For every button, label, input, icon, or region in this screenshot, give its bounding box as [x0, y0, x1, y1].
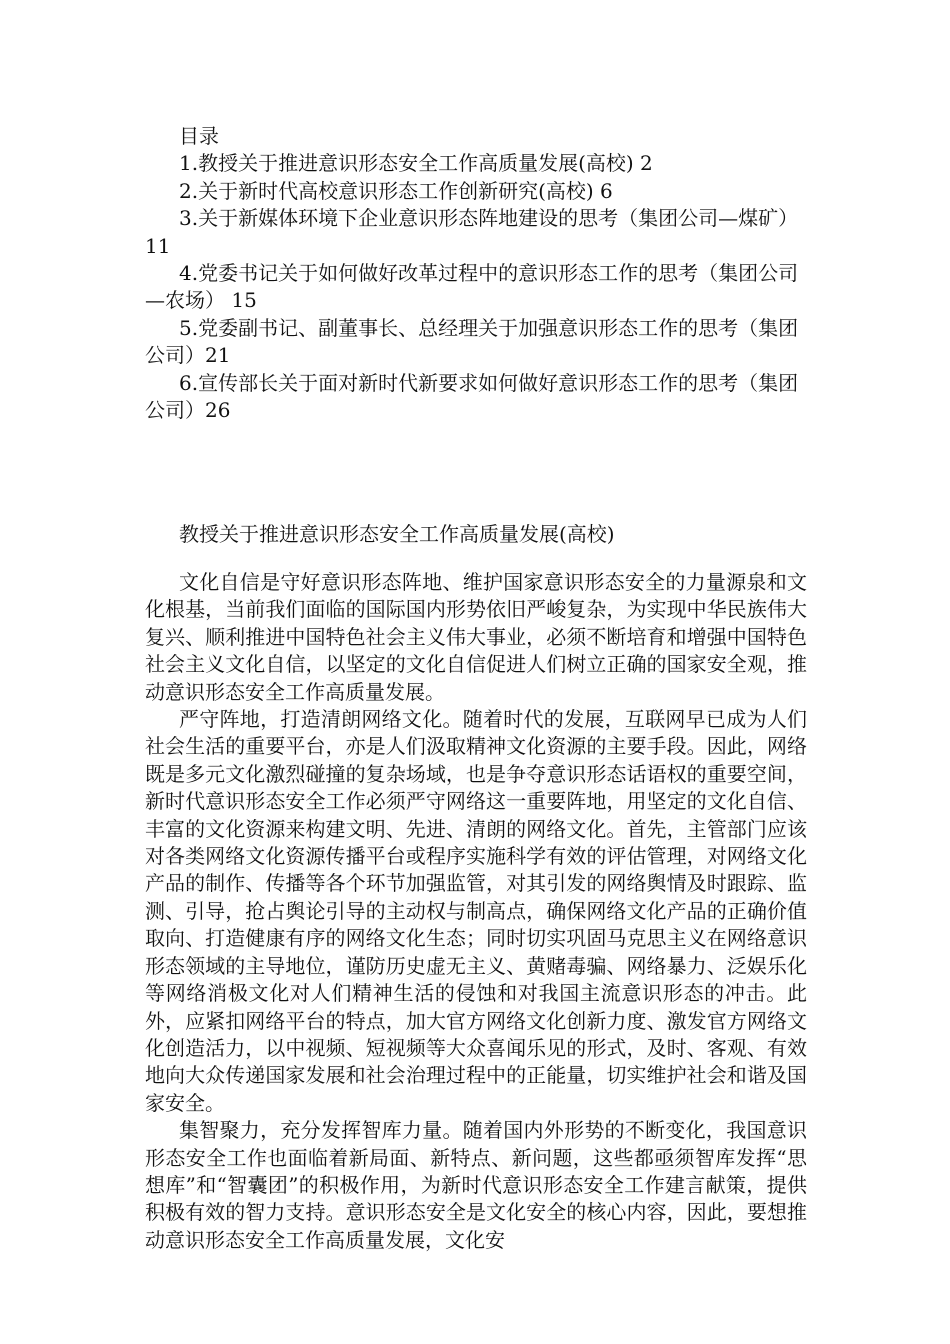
toc-title: 目录 [179, 124, 219, 148]
article-body [145, 569, 807, 1254]
table-of-contents [145, 123, 807, 424]
toc-item-4: 4.党委书记关于如何做好改革过程中的意识形态工作的思考（集团公司—农场） 15 [145, 261, 799, 313]
toc-item-2: 2.关于新时代高校意识形态工作创新研究(高校) 6 [179, 178, 613, 203]
toc-item-1: 1.教授关于推进意识形态安全工作高质量发展(高校) 2 [179, 151, 653, 176]
paragraph-1: 文化自信是守好意识形态阵地、维护国家意识形态安全的力量源泉和文化根基，当前我们面临的国际国内形势依旧严峻复杂，为实现中华民族伟大复兴、顺利推进中国特色社会主义伟大事业，必须不断培育和增强中国特色社会主义文化自信，以坚定的文化自信促进人们树立正确的国家安全观，推动意识形态安全工作高质量发展。 [145, 570, 807, 704]
paragraph-2: 严守阵地，打造清朗网络文化。随着时代的发展，互联网早已成为人们社会生活的重要平台，亦是人们汲取精神文化资源的主要手段。因此，网络既是多元文化激烈碰撞的复杂场域，也是争夺意识形态话语权的重要空间，新时代意识形态安全工作必须严守网络这一重要阵地，用坚定的文化自信、丰富的文化资源来构建文明、先进、清朗的网络文化。首先，主管部门应该对各类网络文化资源传播平台或程序实施科学有效的评估管理，对网络文化产品的制作、传播等各个环节加强监管，对其引发的网络舆情及时跟踪、监测、引导，抢占舆论引导的主动权与制高点，确保网络文化产品的正确价值取向、打造健康有序的网络文化生态；同时切实巩固马克思主义在网络意识形态领域的主导地位，谨防历史虚无主义、黄赌毒骗、网络暴力、泛娱乐化等网络消极文化对人们精神生活的侵蚀和对我国主流意识形态的冲击。此外，应紧扣网络平台的特点，加大官方网络文化创新力度、激发官方网络文化创造活力，以中视频、短视频等大众喜闻乐见的形式，及时、客观、有效地向大众传递国家发展和社会治理过程中的正能量，切实维护社会和谐及国家安全。 [145, 707, 807, 1115]
toc-item-3: 3.关于新媒体环境下企业意识形态阵地建设的思考（集团公司—煤矿）11 [145, 206, 799, 258]
paragraph-3: 集智聚力，充分发挥智库力量。随着国内外形势的不断变化，我国意识形态安全工作也面临着新局面、新特点、新问题，这些都亟须智库发挥“思想库”和“智囊团”的积极作用，为新时代意识形态安全工作建言献策，提供积极有效的智力支持。意识形态安全是文化安全的核心内容，因此，要想推动意识形态安全工作高质量发展，文化安 [145, 1118, 807, 1252]
article-title: 教授关于推进意识形态安全工作高质量发展(高校) [179, 522, 615, 546]
toc-item-5: 5.党委副书记、副董事长、总经理关于加强意识形态工作的思考（集团公司）21 [145, 315, 799, 368]
toc-item-6: 6.宣传部长关于面对新时代新要求如何做好意识形态工作的思考（集团公司）26 [145, 370, 799, 423]
